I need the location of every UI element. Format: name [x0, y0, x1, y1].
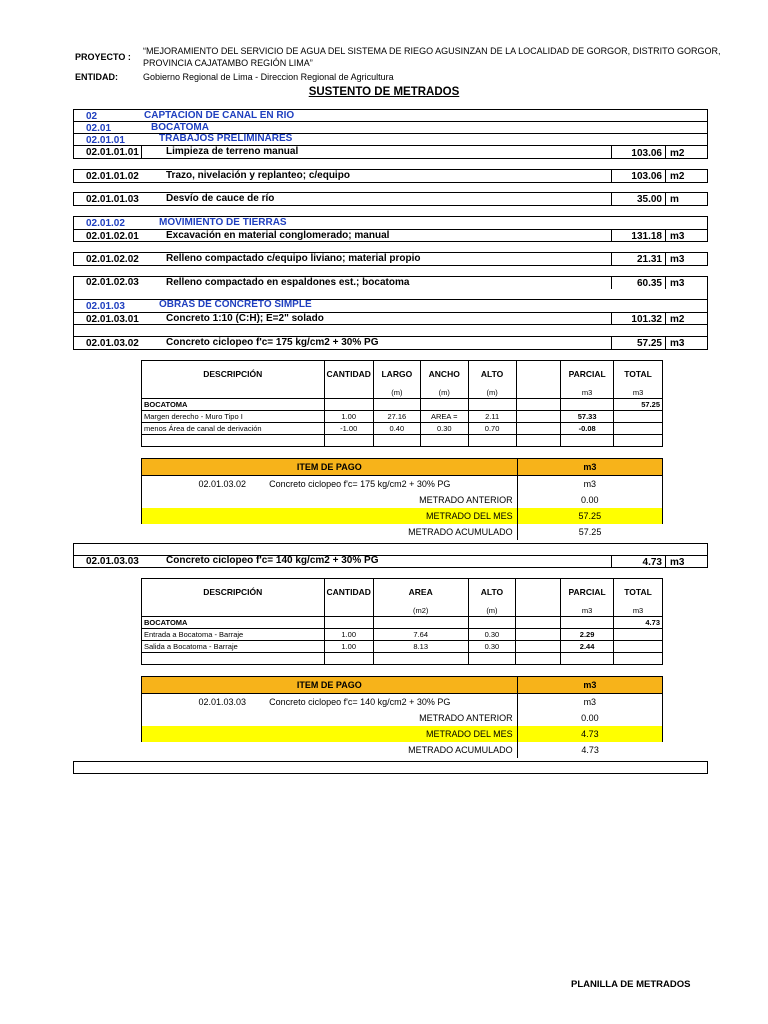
- pay-unit: m3: [517, 476, 662, 493]
- row-blank: [516, 423, 561, 435]
- header-largo: LARGO: [373, 361, 420, 388]
- pay-table-2: [141, 676, 663, 758]
- row-cantidad: -1.00: [324, 423, 373, 435]
- header-cantidad: CANTIDAD: [324, 361, 373, 388]
- unit-cell: (m): [468, 605, 516, 617]
- row-cantidad: 1.00: [324, 411, 373, 423]
- unit-cell: [324, 605, 373, 617]
- header-total: TOTAL: [614, 579, 663, 606]
- item-desc: Trazo, nivelación y replanteo; c/equipo: [166, 170, 350, 181]
- row-largo: 27.16: [373, 411, 420, 423]
- proyecto-line1: “MEJORAMIENTO DEL SERVICIO DE AGUA DEL SISTEMA DE RIEGO AGUSINZAN DE LA LOCALIDAD DE GORGOR, DISTRITO GORGOR,: [143, 46, 721, 56]
- item-desc: TRABAJOS PRELIMINARES: [159, 133, 293, 144]
- row-parcial: 2.29: [561, 629, 614, 641]
- item-value: 103.06: [631, 148, 662, 159]
- pay-unit-header: m3: [517, 459, 662, 476]
- item-desc: Limpieza de terreno manual: [166, 146, 299, 157]
- pay-code: 02.01.03.03: [198, 697, 247, 707]
- item-unit: m3: [670, 557, 685, 568]
- item-code: 02: [86, 111, 98, 122]
- pay-unit-header: m3: [517, 677, 662, 694]
- metrado-mes-value: 57.25: [517, 508, 662, 524]
- item-value: 57.25: [636, 338, 662, 349]
- row-cantidad: 1.00: [324, 641, 373, 653]
- item-desc: BOCATOMA: [151, 122, 209, 133]
- row-desc: menos Área de canal de derivación: [142, 423, 325, 435]
- item-code: 02.01.02.01: [86, 231, 139, 242]
- item-value: 60.35: [636, 278, 662, 289]
- item-value: 131.18: [631, 231, 662, 242]
- row-blank: [516, 629, 561, 641]
- item-value: 4.73: [642, 557, 662, 568]
- item-value: 21.31: [636, 254, 662, 265]
- header-blank: [516, 579, 561, 606]
- header-parcial: PARCIAL: [561, 361, 614, 388]
- header-descripcion: DESCRIPCIÓN: [142, 361, 325, 388]
- page-title: SUSTENTO DE METRADOS: [308, 86, 460, 98]
- item-code: 02.01.01.01: [86, 147, 139, 158]
- pay-table-1: [141, 458, 663, 540]
- pay-unit: m3: [517, 694, 662, 711]
- item-code: 02.01.01.02: [86, 171, 139, 182]
- item-code: 02.01.02.03: [86, 277, 139, 288]
- row-parcial: 2.44: [561, 641, 614, 653]
- unit-cell: (m): [373, 387, 420, 399]
- item-desc: Concreto 1:10 (C:H); E=2" solado: [166, 313, 324, 324]
- item-row-02010302: [73, 336, 708, 350]
- header-descripcion: DESCRIPCIÓN: [142, 579, 325, 606]
- unit-cell: [142, 387, 325, 399]
- item-unit: m2: [670, 148, 685, 159]
- row-cantidad: 1.00: [324, 629, 373, 641]
- metrado-mes-value: 4.73: [517, 726, 662, 742]
- group-label: BOCATOMA: [142, 399, 325, 411]
- row-desc: Margen derecho - Muro Tipo I: [142, 411, 325, 423]
- row-ancho: 0.30: [420, 423, 468, 435]
- header-area: AREA: [373, 579, 468, 606]
- pay-desc: Concreto ciclopeo f'c= 140 kg/cm2 + 30% PG: [269, 697, 451, 707]
- item-desc: Relleno compactado en espaldones est.; bocatoma: [166, 277, 410, 288]
- item-unit: m3: [670, 231, 685, 242]
- item-unit: m3: [670, 338, 685, 349]
- header-total: TOTAL: [614, 361, 663, 388]
- proyecto-label: PROYECTO :: [75, 52, 131, 62]
- item-desc: MOVIMIENTO DE TIERRAS: [159, 217, 287, 228]
- table-row: [142, 423, 663, 435]
- item-code: 02.01.01.03: [86, 194, 139, 205]
- item-row-02010303: [73, 543, 708, 568]
- metrado-mes-label: METRADO DEL MES: [142, 726, 518, 742]
- metrado-anterior-label: METRADO ANTERIOR: [142, 492, 518, 508]
- header-blank: [516, 361, 561, 388]
- row-largo: 0.40: [373, 423, 420, 435]
- item-code: 02.01.03.02: [86, 338, 139, 349]
- row-ancho: AREA =: [420, 411, 468, 423]
- row-alto: 2.11: [468, 411, 516, 423]
- item-row-020102: [73, 216, 708, 242]
- item-value: 35.00: [636, 194, 662, 205]
- row-alto: 0.70: [468, 423, 516, 435]
- item-unit: m3: [670, 278, 685, 289]
- row-blank: [516, 411, 561, 423]
- unit-cell: [516, 605, 561, 617]
- item-desc: OBRAS DE CONCRETO SIMPLE: [159, 299, 312, 310]
- row-alto: 0.30: [468, 641, 516, 653]
- calc-table-1: [141, 360, 663, 447]
- metrado-anterior-label: METRADO ANTERIOR: [142, 710, 518, 726]
- table-row: [142, 411, 663, 423]
- pay-desc: Concreto ciclopeo f'c= 175 kg/cm2 + 30% PG: [269, 479, 451, 489]
- row-alto: 0.30: [468, 629, 516, 641]
- item-code: 02.01.03.03: [86, 556, 139, 567]
- item-desc: Desvío de cauce de río: [166, 193, 275, 204]
- row-blank: [516, 641, 561, 653]
- unit-cell: m3: [561, 387, 614, 399]
- item-code: 02.01.03: [86, 301, 125, 312]
- metrado-acumulado-value: 4.73: [517, 742, 662, 758]
- unit-cell: (m): [468, 387, 516, 399]
- item-row-02010203: [73, 276, 708, 290]
- item-code: 02.01.02.02: [86, 254, 139, 265]
- header-alto: ALTO: [468, 579, 516, 606]
- item-desc: Concreto ciclopeo f'c= 140 kg/cm2 + 30% PG: [166, 555, 379, 566]
- unit-cell: (m2): [373, 605, 468, 617]
- unit-cell: (m): [420, 387, 468, 399]
- metrado-anterior-value: 0.00: [517, 710, 662, 726]
- item-value: 101.32: [631, 314, 662, 325]
- item-code: 02.01.01: [86, 135, 125, 146]
- unit-cell: [324, 387, 373, 399]
- entidad-label: ENTIDAD:: [75, 72, 118, 82]
- footer-label: PLANILLA DE METRADOS: [571, 979, 691, 990]
- header-alto: ALTO: [468, 361, 516, 388]
- unit-cell: m3: [614, 387, 663, 399]
- entidad-value: Gobierno Regional de Lima - Direccion Regional de Agricultura: [143, 72, 394, 82]
- group-total: 57.25: [614, 399, 663, 411]
- item-unit: m: [670, 194, 679, 205]
- unit-cell: m3: [614, 605, 663, 617]
- row-parcial: -0.08: [561, 423, 614, 435]
- header-ancho: ANCHO: [420, 361, 468, 388]
- row-area: 7.64: [373, 629, 468, 641]
- calc-table-2: [141, 578, 663, 665]
- item-desc: Concreto ciclopeo f'c= 175 kg/cm2 + 30% PG: [166, 337, 379, 348]
- item-code: 02.01: [86, 123, 112, 134]
- metrado-acumulado-label: METRADO ACUMULADO: [142, 524, 518, 540]
- header-cantidad: CANTIDAD: [324, 579, 373, 606]
- section-block-1: [73, 109, 708, 159]
- item-desc: CAPTACION DE CANAL EN RIO: [144, 110, 295, 121]
- item-unit: m2: [670, 171, 685, 182]
- unit-cell: [142, 605, 325, 617]
- unit-cell: m3: [561, 605, 614, 617]
- item-code: 02.01.03.01: [86, 314, 139, 325]
- item-row-02010202: [73, 252, 708, 266]
- item-row-02010103: [73, 192, 708, 206]
- item-code: 02.01.02: [86, 218, 125, 229]
- group-label: BOCATOMA: [142, 617, 325, 629]
- proyecto-line2: PROVINCIA CAJATAMBO REGIÓN LIMA”: [143, 58, 313, 68]
- item-row-02010102: [73, 169, 708, 183]
- metrado-mes-label: METRADO DEL MES: [142, 508, 518, 524]
- pay-header: ITEM DE PAGO: [142, 459, 518, 476]
- header-parcial: PARCIAL: [561, 579, 614, 606]
- row-desc: Entrada a Bocatoma - Barraje: [142, 629, 325, 641]
- unit-cell: [516, 387, 561, 399]
- row-parcial: 57.33: [561, 411, 614, 423]
- metrado-acumulado-value: 57.25: [517, 524, 662, 540]
- item-desc: Relleno compactado c/equipo liviano; material propio: [166, 253, 421, 264]
- metrado-anterior-value: 0.00: [517, 492, 662, 508]
- item-unit: m3: [670, 254, 685, 265]
- item-value: 103.06: [631, 171, 662, 182]
- table-row: [142, 641, 663, 653]
- item-row-020103: [73, 289, 708, 337]
- row-desc: Salida a Bocatoma - Barraje: [142, 641, 325, 653]
- item-desc: Excavación en material conglomerado; manual: [166, 230, 390, 241]
- empty-row: [73, 761, 708, 774]
- table-row: [142, 629, 663, 641]
- row-area: 8.13: [373, 641, 468, 653]
- pay-code: 02.01.03.02: [198, 479, 247, 489]
- item-unit: m2: [670, 314, 685, 325]
- pay-header: ITEM DE PAGO: [142, 677, 518, 694]
- group-total: 4.73: [614, 617, 663, 629]
- metrado-acumulado-label: METRADO ACUMULADO: [142, 742, 518, 758]
